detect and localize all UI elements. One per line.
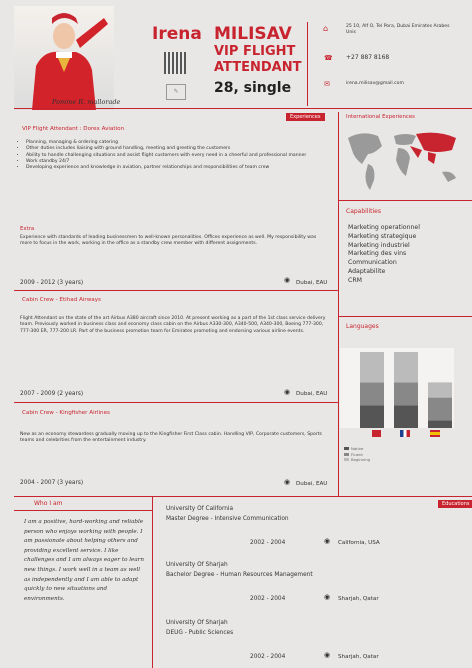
contact-address: 25 10, Alf O, Tel Pora, Dubai Emirates Arabes Unis bbox=[346, 24, 450, 36]
educations-tag: Educations bbox=[438, 500, 472, 508]
capability-item: Marketing operationnel bbox=[348, 224, 420, 231]
location-pin-icon: ◉ bbox=[324, 537, 331, 545]
edu3-school: University Of Sharjah bbox=[166, 620, 228, 626]
edu1-dates: 2002 - 2004 bbox=[250, 540, 286, 546]
capability-item: CRM bbox=[348, 276, 362, 284]
capability-item: Communication bbox=[348, 259, 397, 267]
job1-bullet: • Work standby 24/7 bbox=[26, 159, 328, 165]
language-bar-segment bbox=[394, 405, 418, 428]
job2-location: Dubai, EAU bbox=[296, 391, 328, 397]
last-name: MILISAV bbox=[214, 24, 292, 44]
language-bar-segment bbox=[428, 398, 452, 421]
job-title-line2: ATTENDANT bbox=[214, 60, 302, 75]
language-bar-segment bbox=[428, 420, 452, 428]
job-title-line1: VIP FLIGHT bbox=[214, 44, 296, 59]
legend-label: Native bbox=[351, 446, 364, 451]
photo-caption: Pomme R. mallorade bbox=[52, 98, 121, 106]
capability-item: Adaptabilite bbox=[348, 267, 386, 275]
job1-extra-text: Experience with standards of leading businessmen to well-known personalities. Offices experience as well. My responsibility was more to focus in the work, working in the office as a standby crew member with different assignments. bbox=[20, 235, 317, 247]
languages-legend bbox=[344, 446, 370, 463]
contact-phone: +27 887 8168 bbox=[346, 54, 390, 61]
job1-bullets bbox=[20, 140, 328, 171]
edu1-degree: Master Degree - Intensive Communication bbox=[166, 516, 289, 522]
contact-email: irena.milisav@gmail.com bbox=[346, 81, 404, 86]
first-name: Irena bbox=[152, 24, 202, 44]
edu1-location: California, USA bbox=[338, 540, 380, 546]
job1-location: Dubai, EAU bbox=[296, 280, 328, 286]
edu2-dates: 2002 - 2004 bbox=[250, 596, 286, 602]
job1-bullet: • Other duties includes liaising with ground handling, meeting and greeting the customers bbox=[26, 146, 328, 152]
job1-title: VIP Flight Attendant : Dorex Aviation bbox=[22, 126, 125, 132]
job1-extra-heading: Extra bbox=[20, 226, 35, 232]
age-status: 28, single bbox=[214, 80, 292, 96]
legend-label: Beginning bbox=[351, 457, 371, 462]
edu2-school: University Of Sharjah bbox=[166, 562, 228, 568]
job1-bullet: • Ability to handle challenging situations and assist flight customers with every need in a cheerful and professional manner bbox=[26, 153, 328, 159]
home-icon: ⌂ bbox=[323, 24, 329, 33]
flag-french-icon bbox=[400, 430, 410, 437]
edu3-dates: 2002 - 2004 bbox=[250, 654, 286, 660]
legend-label: Fluent bbox=[351, 451, 363, 457]
language-bar-segment bbox=[394, 382, 418, 405]
phone-icon: ☎ bbox=[324, 54, 333, 62]
location-pin-icon: ◉ bbox=[324, 593, 331, 601]
capability-item: Marketing industriel bbox=[348, 241, 410, 249]
capabilities-heading: Capabilities bbox=[346, 208, 381, 215]
job3-dates: 2004 - 2007 (3 years) bbox=[20, 480, 84, 486]
languages-chart bbox=[340, 348, 454, 428]
job1-bullet: • Developing experience and knowledge in aviation, partner relationships and responsibilities of team crew bbox=[26, 165, 328, 171]
job3-title: Cabin Crew - Kingfisher Airlines bbox=[22, 410, 110, 416]
location-pin-icon: ◉ bbox=[284, 478, 291, 486]
qr-code bbox=[164, 52, 186, 74]
job3-location: Dubai, EAU bbox=[296, 481, 328, 487]
capabilities-list bbox=[348, 224, 420, 286]
language-bar-segment bbox=[360, 352, 384, 382]
email-icon: ✉ bbox=[324, 80, 330, 88]
edu2-degree: Bachelor Degree - Human Resources Management bbox=[166, 572, 313, 578]
location-pin-icon: ◉ bbox=[284, 276, 291, 284]
location-pin-icon: ◉ bbox=[324, 651, 331, 659]
job1-bullet: • Planning, managing & ordering catering bbox=[26, 140, 328, 146]
location-pin-icon: ◉ bbox=[284, 388, 291, 396]
job2-dates: 2007 - 2009 (2 years) bbox=[20, 391, 84, 397]
capability-item: Marketing des vins bbox=[348, 250, 407, 258]
experiences-tag: Experiences bbox=[286, 113, 325, 121]
language-bar-segment bbox=[428, 382, 452, 397]
who-i-am-text: I am a positive, hard-working and reliable person who enjoys working with people. I am passionate about helping others and providing excellent service. I like challenges and I am always eager to learn new things. I work well in a team as well as independently and I am able to adapt quickly to new situations and environments. bbox=[24, 519, 144, 602]
flag-spanish-icon bbox=[430, 430, 440, 437]
edu1-school: University Of California bbox=[166, 506, 234, 512]
language-bar-segment bbox=[394, 352, 418, 382]
job3-text: New as an economy stewardess gradually moving up to the Kingfisher First Class cabin. Handling VIP, Corporate customers, Sports teams and celebrities from the entertainment industry. bbox=[20, 432, 322, 444]
language-bar-segment bbox=[360, 382, 384, 405]
job1-dates: 2009 - 2012 (3 years) bbox=[20, 280, 84, 286]
world-map bbox=[344, 124, 462, 196]
capability-item: Marketing strategique bbox=[348, 232, 417, 240]
edu2-location: Sharjah, Qatar bbox=[338, 596, 379, 602]
job2-title: Cabin Crew - Etihad Airways bbox=[22, 297, 101, 303]
job2-text: Flight Attendant on the state of the art Airbus A380 aircraft since 2010. At present working as a part of the 1st class service delivery team. Previously worked in business class and economy class cabin on the Airbus A330-300, A340-500, A340-300, Boeing 777-300, 777-300 ER, 777-200 LR. Part of the business promotion team for Emirates promoting and endorsing various airline events. bbox=[20, 316, 326, 334]
legend-item bbox=[344, 457, 370, 463]
signature-stamp: ✎ bbox=[166, 84, 186, 100]
flag-english-icon bbox=[372, 430, 381, 437]
international-heading: International Experiences bbox=[346, 114, 415, 120]
languages-heading: Languages bbox=[346, 323, 379, 330]
who-i-am-heading: Who I am bbox=[34, 500, 63, 507]
language-bar-segment bbox=[360, 405, 384, 428]
edu3-degree: DEUG - Public Sciences bbox=[166, 630, 234, 636]
profile-photo bbox=[14, 6, 114, 110]
edu3-location: Sharjah, Qatar bbox=[338, 654, 379, 660]
